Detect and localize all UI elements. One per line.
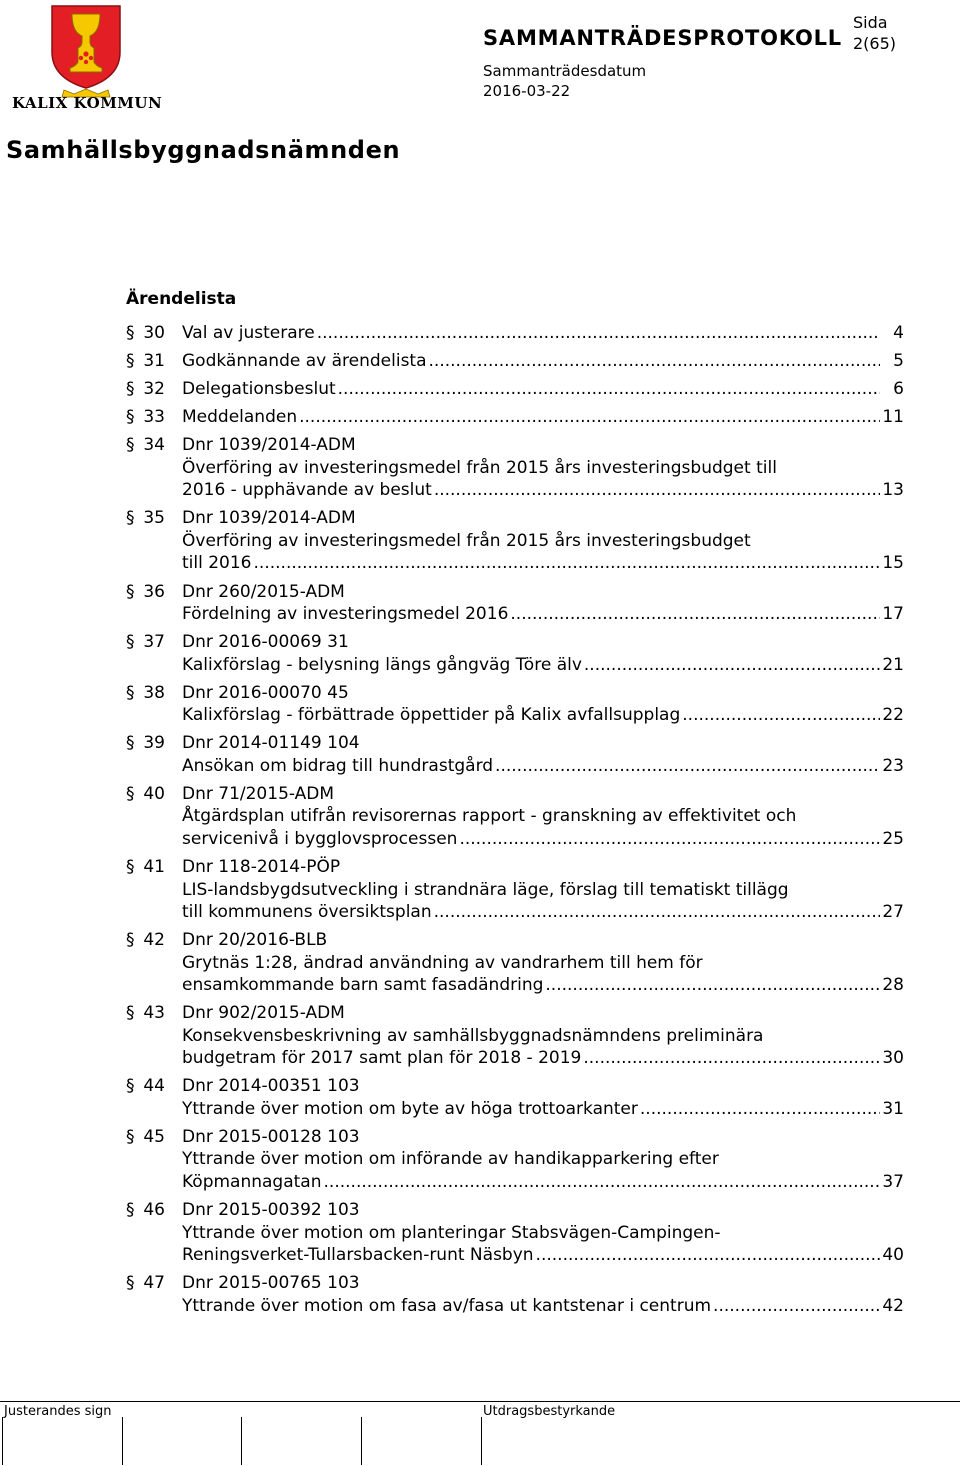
agenda-item [126,350,904,373]
agenda-item [126,631,904,676]
item-title-line: Åtgärdsplan utifrån revisorernas rapport - granskning av effektivitet och [182,806,797,827]
agenda-item [126,929,904,997]
item-body [182,732,904,777]
section-symbol: § [126,857,135,878]
item-body [182,631,904,676]
signature-box-divider [122,1417,123,1465]
dot-leader [434,479,880,502]
item-title: servicenivå i bygglovsprocessen [182,828,458,849]
page-indicator [853,12,896,54]
section-symbol: § [126,733,135,754]
item-last-line [182,1171,904,1194]
justerandes-sign-label: Justerandes sign [4,1404,112,1419]
item-last-line [182,974,904,997]
section-symbol: § [126,1273,135,1294]
page-label: Sida [853,13,888,32]
agenda-item [126,434,904,502]
dot-leader [583,1047,880,1070]
item-number: 37 [143,632,165,653]
page-value: 2(65) [853,34,897,53]
agenda-item [126,1002,904,1070]
item-body [182,406,904,429]
item-page-number: 17 [882,604,904,625]
item-dnr: Dnr 20/2016-BLB [182,930,328,951]
item-number: 41 [143,857,165,878]
dot-leader [317,322,880,345]
item-title: till 2016 [182,553,252,574]
item-title: Yttrande över motion om fasa av/fasa ut kantstenar i centrum [182,1295,712,1316]
item-dnr: Dnr 2015-00128 103 [182,1126,360,1147]
item-last-line [182,322,904,345]
item-page-number: 42 [882,1295,904,1316]
item-page-number: 4 [893,323,904,343]
item-body [182,1272,904,1317]
section-symbol: § [126,508,135,529]
item-title-line: Grytnäs 1:28, ändrad användning av vandrarhem till hem för [182,952,703,973]
agenda-item [126,856,904,924]
agenda-item [126,507,904,575]
signature-box-divider [361,1417,362,1465]
item-title: Val av justerare [182,323,315,343]
dot-leader [459,828,880,851]
dot-leader [254,552,880,575]
section-symbol: § [126,1003,135,1024]
item-number: 33 [143,407,165,428]
agenda-item [126,378,904,401]
item-body [182,1126,904,1194]
item-page-number: 11 [882,407,904,428]
item-title: Köpmannagatan [182,1171,322,1192]
item-title: Delegationsbeslut [182,379,336,400]
item-title: Reningsverket-Tullarsbacken-runt Näsbyn [182,1245,534,1265]
item-page-number: 25 [882,828,904,849]
org-name: KALIX KOMMUN [12,94,163,112]
item-title: Godkännande av ärendelista [182,351,427,372]
item-number: 43 [143,1003,165,1024]
section-symbol: § [126,783,135,804]
item-body [182,929,904,997]
item-last-line [182,1047,904,1070]
agenda-item [126,581,904,626]
section-symbol: § [126,379,135,400]
dot-leader [510,603,880,626]
item-title-line: LIS-landsbygdsutveckling i strandnära läge, förslag till tematiskt tillägg [182,879,789,900]
item-body [182,783,904,851]
item-last-line [182,350,904,373]
item-body [182,378,904,401]
item-body [182,322,904,345]
item-title: Meddelanden [182,407,298,428]
dot-leader [429,350,880,373]
agenda-list-title: Ärendelista [126,289,237,309]
section-symbol: § [126,407,135,428]
dot-leader [713,1295,880,1318]
section-symbol: § [126,435,135,456]
item-dnr: Dnr 2016-00070 45 [182,682,349,703]
item-dnr: Dnr 1039/2014-ADM [182,508,356,529]
item-dnr: Dnr 118-2014-PÖP [182,857,341,878]
item-body [182,434,904,502]
item-dnr: Dnr 2015-00765 103 [182,1273,360,1294]
item-last-line [182,1098,904,1121]
item-page-number: 37 [882,1171,904,1192]
dot-leader [682,704,880,727]
section-symbol: § [126,1126,135,1147]
item-last-line [182,479,904,502]
item-title-line: Yttrande över motion om införande av handikapparkering efter [182,1149,719,1170]
agenda-item [126,682,904,727]
item-number: 45 [143,1126,165,1147]
item-dnr: Dnr 902/2015-ADM [182,1003,345,1024]
item-last-line [182,901,904,924]
item-page-number: 27 [882,902,904,923]
committee-name: Samhällsbyggnadsnämnden [6,136,401,164]
item-last-line [182,378,904,401]
dot-leader [536,1244,880,1267]
item-dnr: Dnr 1039/2014-ADM [182,435,356,456]
item-dnr: Dnr 71/2015-ADM [182,783,335,804]
item-title-line: Yttrande över motion om planteringar Stabsvägen-Campingen- [182,1222,721,1243]
item-body [182,682,904,727]
item-page-number: 6 [893,379,904,400]
item-title: Yttrande över motion om byte av höga trottoarkanter [182,1098,638,1119]
item-dnr: Dnr 2014-00351 103 [182,1076,360,1097]
item-number: 44 [143,1076,165,1097]
agenda-item [126,783,904,851]
utdragsbestyrkande-label: Utdragsbestyrkande [483,1404,616,1419]
item-page-number: 5 [893,351,904,372]
item-last-line [182,406,904,429]
section-symbol: § [126,581,135,602]
section-symbol: § [126,1076,135,1097]
dot-leader [545,974,880,997]
agenda-item [126,1199,904,1267]
item-title: Fördelning av investeringsmedel 2016 [182,604,509,625]
item-number: 34 [143,435,165,456]
item-last-line [182,1295,904,1318]
item-title-line: Överföring av investeringsmedel från 2015 års investeringsbudget [182,530,751,551]
footer-divider [0,1401,960,1402]
item-number: 39 [143,733,165,754]
section-symbol: § [126,323,135,343]
item-last-line [182,704,904,727]
item-number: 31 [143,351,165,372]
item-number: 36 [143,581,165,602]
item-page-number: 30 [882,1048,904,1069]
item-title: 2016 - upphävande av beslut [182,480,432,501]
signature-box-divider [481,1417,482,1465]
item-page-number: 21 [882,654,904,675]
item-last-line [182,552,904,575]
item-title: till kommunens översiktsplan [182,902,432,923]
item-body [182,856,904,924]
item-body [182,1002,904,1070]
item-body [182,507,904,575]
item-body [182,350,904,373]
section-symbol: § [126,930,135,951]
meeting-date: 2016-03-22 [483,82,571,100]
item-page-number: 15 [882,553,904,574]
item-title-line: Konsekvensbeskrivning av samhällsbyggnadsnämndens preliminära [182,1025,764,1046]
item-page-number: 40 [882,1245,904,1265]
item-number: 32 [143,379,165,400]
dot-leader [338,378,880,401]
item-title: budgetram för 2017 samt plan för 2018 - 2019 [182,1048,582,1069]
section-symbol: § [126,682,135,703]
item-page-number: 31 [882,1098,904,1119]
dot-leader [434,901,880,924]
agenda-list [126,322,904,1323]
document-title: SAMMANTRÄDESPROTOKOLL [483,26,842,50]
agenda-item [126,1126,904,1194]
item-body [182,581,904,626]
kalix-kommun-logo [8,2,163,112]
item-dnr: Dnr 2015-00392 103 [182,1200,360,1220]
item-body [182,1075,904,1120]
item-title-line: Överföring av investeringsmedel från 2015 års investeringsbudget till [182,457,777,478]
item-title: ensamkommande barn samt fasadändring [182,975,544,996]
item-number: 38 [143,682,165,703]
item-last-line [182,654,904,677]
item-dnr: Dnr 2016-00069 31 [182,632,349,653]
item-page-number: 22 [882,705,904,726]
item-title: Ansökan om bidrag till hundrastgård [182,755,494,776]
agenda-item [126,1075,904,1120]
item-last-line [182,1244,904,1267]
agenda-item [126,322,904,345]
item-number: 42 [143,930,165,951]
item-last-line [182,828,904,851]
item-number: 47 [143,1273,165,1294]
item-number: 40 [143,783,165,804]
agenda-item [126,406,904,429]
dot-leader [495,755,880,778]
item-title: Kalixförslag - förbättrade öppettider på Kalix avfallsupplag [182,705,681,726]
signature-box-divider [241,1417,242,1465]
agenda-item [126,1272,904,1317]
item-page-number: 13 [882,480,904,501]
section-symbol: § [126,632,135,653]
item-dnr: Dnr 260/2015-ADM [182,581,345,602]
dot-leader [640,1098,880,1121]
item-last-line [182,603,904,626]
meeting-date-label: Sammanträdesdatum [483,62,647,80]
section-symbol: § [126,351,135,372]
dot-leader [324,1171,880,1194]
item-dnr: Dnr 2014-01149 104 [182,733,360,754]
signature-box-divider [2,1417,3,1465]
dot-leader [299,406,880,429]
item-body [182,1199,904,1267]
item-number: 46 [143,1200,165,1220]
agenda-item [126,732,904,777]
item-page-number: 28 [882,975,904,996]
coat-of-arms-icon [46,2,126,90]
item-number: 30 [143,323,165,343]
dot-leader [584,654,880,677]
section-symbol: § [126,1200,135,1220]
item-title: Kalixförslag - belysning längs gångväg Töre älv [182,654,582,675]
item-last-line [182,755,904,778]
item-page-number: 23 [882,755,904,776]
item-number: 35 [143,508,165,529]
